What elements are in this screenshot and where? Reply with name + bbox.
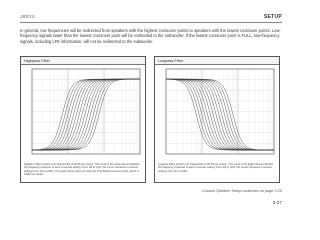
- response-curve: [166, 79, 274, 150]
- response-curve: [166, 79, 274, 150]
- response-curve: [166, 79, 274, 150]
- response-curve: [166, 79, 274, 150]
- response-curve: [166, 79, 274, 150]
- lowpass-filter-figure: [154, 56, 280, 183]
- continuation-note: Custom Speaker Setup continues on page 3-28: [202, 189, 282, 193]
- response-curve: [32, 79, 140, 150]
- response-curve: [166, 79, 274, 150]
- response-curve: [32, 79, 140, 150]
- header-rule: [20, 22, 282, 23]
- highpass-figure-caption: Highpass filters extend over frequencies of 20-80 per octave. This curve is the graph above indicates the frequency response of each crossover setting. From left to right, the curves represent crossover settings from 20 to 120Hz. The graph above does not show the THX EHHz crossover point, which is 120Hz as shown.: [24, 163, 140, 176]
- response-curve: [32, 79, 140, 150]
- header-left-label: JBR15: [20, 14, 35, 19]
- highpass-response-graph: [24, 66, 142, 161]
- response-curve: [32, 79, 140, 150]
- page-number: 3-27: [272, 200, 282, 205]
- response-curve: [32, 79, 140, 150]
- response-curve: [32, 79, 140, 150]
- lowpass-response-graph: [158, 66, 276, 161]
- highpass-figure-title: Highpass Filter: [21, 57, 145, 65]
- response-curve: [32, 79, 140, 150]
- response-curve: [166, 79, 274, 150]
- response-curve: [32, 79, 140, 150]
- response-curve: [166, 79, 274, 150]
- response-curve: [166, 79, 274, 150]
- lowpass-figure-caption: Lowpass filters extend over frequencies of 20-80 per octave. This curve in the graph above indicates the frequency response of each crossover setting. From left to right, the curves represent crossover settings from 20 to 120Hz.: [158, 163, 274, 173]
- response-curve: [166, 79, 274, 150]
- response-curve: [166, 79, 274, 150]
- header-section-title: SETUP: [263, 14, 282, 20]
- response-curve: [32, 79, 140, 150]
- response-curve: [32, 79, 140, 150]
- response-curve: [166, 79, 274, 150]
- response-curve: [32, 79, 140, 150]
- highpass-filter-figure: [20, 56, 146, 183]
- response-curve: [32, 79, 140, 150]
- response-curve: [166, 79, 274, 150]
- lowpass-figure-title: Lowpass Filter: [155, 57, 279, 65]
- intro-paragraph: In general, low frequencies will be redirected from speakers with the highest crossover points to speakers with the lowest crossover points. Low-frequency signals lower than the lowest crossover point will be redirected to the subwoofer. If the lowest crossover point is FULL, low-frequency signals, including LFE information, will not be redirected to the subwoofer.: [20, 28, 281, 44]
- response-curve: [32, 79, 140, 150]
- response-curve: [32, 79, 140, 150]
- response-curve: [166, 79, 274, 150]
